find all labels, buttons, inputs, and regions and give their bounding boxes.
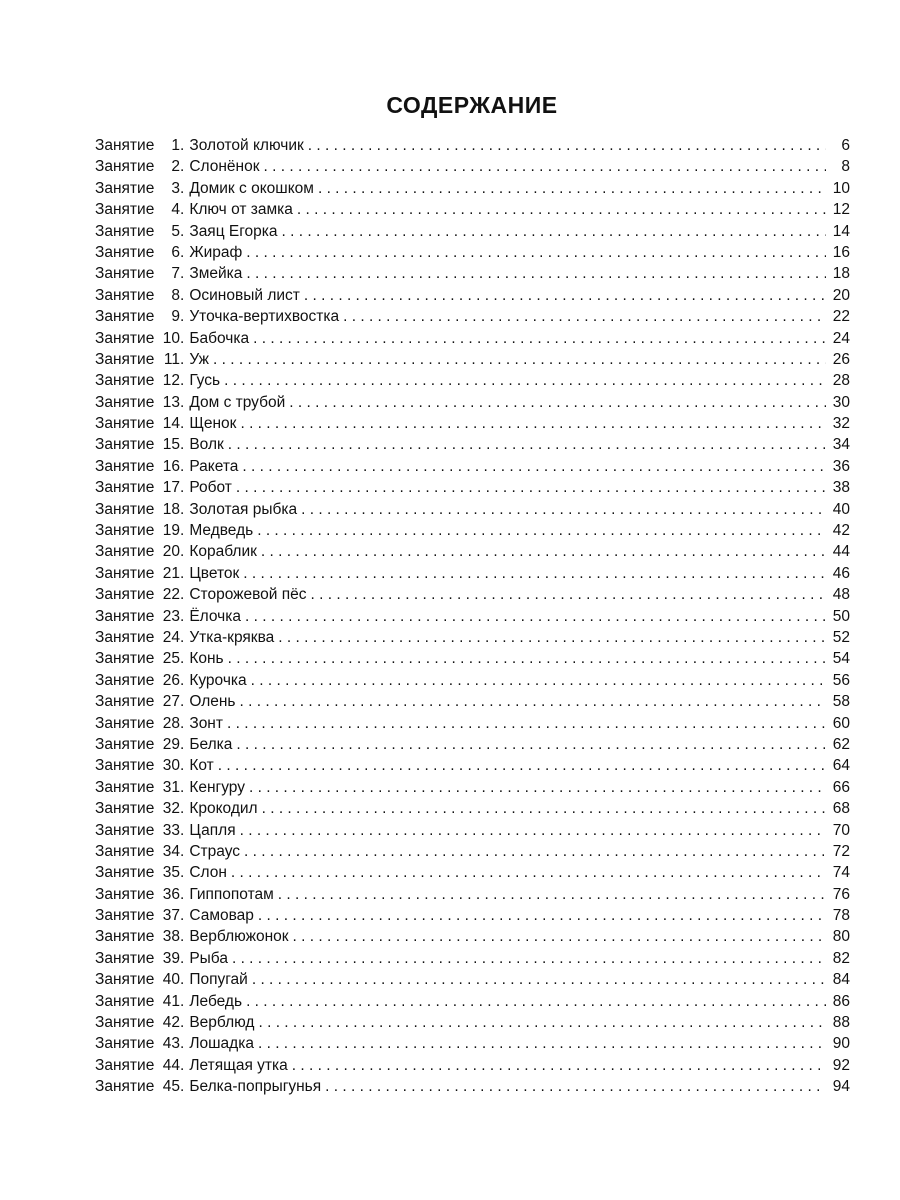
entry-title: Гусь: [189, 372, 221, 390]
dot-leader: [236, 477, 826, 498]
entry-page-number: 52: [832, 628, 850, 646]
toc-entry-35[interactable]: [95, 862, 850, 883]
entry-word: Занятие: [95, 286, 155, 304]
entry-page-number: 50: [832, 607, 850, 625]
entry-title: Верблюд: [189, 1014, 255, 1032]
entry-title: Кораблик: [189, 543, 257, 561]
entry-page-number: 20: [832, 286, 850, 304]
toc-entry-4[interactable]: [95, 199, 850, 220]
dot-leader: [262, 798, 826, 819]
toc-entry-20[interactable]: [95, 541, 850, 562]
dot-leader: [249, 777, 826, 798]
entry-page-number: 62: [832, 735, 850, 753]
entry-word: Занятие: [95, 372, 155, 390]
entry-word: Занятие: [95, 885, 155, 903]
entry-number: 32.: [162, 800, 185, 818]
dot-leader: [245, 606, 826, 627]
toc-entry-10[interactable]: [95, 328, 850, 349]
entry-number: 12.: [162, 372, 185, 390]
entry-title: Кенгуру: [189, 778, 245, 796]
entry-title: Слон: [189, 864, 227, 882]
dot-leader: [258, 1033, 826, 1054]
entry-number: 19.: [162, 522, 185, 540]
dot-leader: [240, 820, 826, 841]
entry-page-number: 16: [832, 243, 850, 261]
dot-leader: [301, 499, 826, 520]
toc-entry-41[interactable]: [95, 991, 850, 1012]
entry-title: Жираф: [189, 243, 243, 261]
entry-word: Занятие: [95, 243, 155, 261]
entry-word: Занятие: [95, 201, 155, 219]
entry-page-number: 28: [832, 372, 850, 390]
entry-word: Занятие: [95, 907, 155, 925]
dot-leader: [304, 285, 826, 306]
entry-title: Уж: [189, 350, 210, 368]
entry-word: Занятие: [95, 137, 155, 154]
dot-leader: [246, 242, 826, 263]
dot-leader: [343, 306, 826, 327]
entry-page-number: 44: [832, 543, 850, 561]
entry-title: Цветок: [189, 564, 240, 582]
dot-leader: [311, 584, 826, 605]
toc-entry-34[interactable]: [95, 841, 850, 862]
entry-word: Занятие: [95, 522, 155, 540]
entry-page-number: 82: [832, 949, 850, 967]
entry-word: Занятие: [95, 1078, 155, 1096]
entry-word: Занятие: [95, 714, 155, 732]
entry-title: Золотая рыбка: [189, 500, 298, 518]
entry-number: 33.: [162, 821, 185, 839]
dot-leader: [246, 991, 826, 1012]
dot-leader: [253, 328, 826, 349]
entry-number: 16.: [162, 457, 185, 475]
entry-word: Занятие: [95, 693, 155, 711]
entry-word: Занятие: [95, 158, 155, 176]
entry-title: Заяц Егорка: [189, 222, 278, 240]
entry-number: 42.: [162, 1014, 185, 1032]
entry-number: 24.: [162, 628, 185, 646]
entry-page-number: 22: [832, 308, 850, 326]
entry-page-number: 8: [841, 158, 850, 176]
toc-entry-29[interactable]: [95, 734, 850, 755]
toc-entry-8[interactable]: [95, 285, 850, 306]
entry-word: Занятие: [95, 778, 155, 796]
toc-entry-30[interactable]: [95, 755, 850, 776]
entry-title: Самовар: [189, 907, 254, 925]
entry-page-number: 68: [832, 800, 850, 818]
dot-leader: [228, 648, 826, 669]
entry-number: 23.: [162, 607, 185, 625]
entry-title: Гиппопотам: [189, 885, 274, 903]
toc-entry-11[interactable]: [95, 349, 850, 370]
toc-entry-17[interactable]: [95, 477, 850, 498]
toc-entry-21[interactable]: [95, 563, 850, 584]
page-title: СОДЕРЖАНИЕ: [386, 92, 558, 119]
entry-number: 39.: [162, 949, 185, 967]
toc-entry-9[interactable]: [95, 306, 850, 327]
entry-page-number: 90: [832, 1035, 850, 1053]
dot-leader: [282, 221, 826, 242]
entry-page-number: 32: [832, 415, 850, 433]
entry-word: Занятие: [95, 800, 155, 818]
entry-page-number: 54: [832, 650, 850, 668]
toc-entry-33[interactable]: [95, 820, 850, 841]
entry-word: Занятие: [95, 308, 155, 326]
entry-number: 41.: [162, 992, 185, 1010]
entry-number: 18.: [162, 500, 185, 518]
entry-number: 26.: [162, 671, 185, 689]
dot-leader: [228, 434, 826, 455]
entry-word: Занятие: [95, 586, 155, 604]
entry-title: Змейка: [189, 265, 243, 283]
entry-title: Рыба: [189, 949, 228, 967]
entry-title: Олень: [189, 693, 236, 711]
dot-leader: [240, 413, 826, 434]
entry-number: 25.: [162, 650, 185, 668]
toc-entry-36[interactable]: [95, 884, 850, 905]
entry-title: Ключ от замка: [189, 201, 293, 219]
entry-title: Ракета: [189, 457, 239, 475]
entry-number: 1.: [171, 137, 185, 154]
entry-word: Занятие: [95, 479, 155, 497]
entry-number: 30.: [162, 757, 185, 775]
entry-number: 13.: [162, 393, 185, 411]
entry-word: Занятие: [95, 928, 155, 946]
toc-entry-2[interactable]: [95, 156, 850, 177]
entry-title: Белка-попрыгунья: [189, 1078, 322, 1096]
entry-word: Занятие: [95, 329, 155, 347]
entry-title: Домик с окошком: [189, 179, 314, 197]
dot-leader: [231, 862, 826, 883]
toc-entry-37[interactable]: [95, 905, 850, 926]
dot-leader: [243, 563, 826, 584]
entry-page-number: 94: [832, 1078, 850, 1096]
dot-leader: [258, 905, 826, 926]
entry-word: Занятие: [95, 393, 155, 411]
toc-entry-32[interactable]: [95, 798, 850, 819]
entry-number: 27.: [162, 693, 185, 711]
entry-word: Занятие: [95, 735, 155, 753]
entry-title: Золотой ключик: [189, 137, 304, 154]
dot-leader: [242, 456, 826, 477]
entry-word: Занятие: [95, 457, 155, 475]
toc-entry-39[interactable]: [95, 948, 850, 969]
dot-leader: [232, 948, 826, 969]
entry-word: Занятие: [95, 992, 155, 1010]
toc-entry-23[interactable]: [95, 606, 850, 627]
entry-page-number: 88: [832, 1014, 850, 1032]
entry-page-number: 66: [832, 778, 850, 796]
entry-page-number: 80: [832, 928, 850, 946]
entry-page-number: 76: [832, 885, 850, 903]
entry-title: Бабочка: [189, 329, 250, 347]
entry-title: Зонт: [189, 714, 223, 732]
entry-page-number: 14: [832, 222, 850, 240]
entry-title: Волк: [189, 436, 224, 454]
toc-entry-40[interactable]: [95, 969, 850, 990]
dot-leader: [252, 969, 826, 990]
entry-page-number: 38: [832, 479, 850, 497]
entry-title: Лошадка: [189, 1035, 254, 1053]
entry-word: Занятие: [95, 1035, 155, 1053]
toc-entry-25[interactable]: [95, 648, 850, 669]
toc-entry-14[interactable]: [95, 413, 850, 434]
entry-page-number: 6: [841, 137, 850, 154]
toc-entry-42[interactable]: [95, 1012, 850, 1033]
entry-word: Занятие: [95, 842, 155, 860]
entry-page-number: 64: [832, 757, 850, 775]
dot-leader: [258, 1012, 826, 1033]
entry-page-number: 84: [832, 971, 850, 989]
entry-title: Сторожевой пёс: [189, 586, 307, 604]
entry-page-number: 56: [832, 671, 850, 689]
entry-word: Занятие: [95, 222, 155, 240]
dot-leader: [246, 263, 826, 284]
entry-word: Занятие: [95, 864, 155, 882]
entry-number: 5.: [171, 222, 185, 240]
entry-number: 20.: [162, 543, 185, 561]
entry-number: 28.: [162, 714, 185, 732]
entry-number: 29.: [162, 735, 185, 753]
entry-page-number: 42: [832, 522, 850, 540]
toc-entry-1[interactable]: [95, 135, 850, 156]
toc-entry-12[interactable]: [95, 370, 850, 391]
dot-leader: [297, 199, 826, 220]
entry-word: Занятие: [95, 949, 155, 967]
entry-number: 37.: [162, 907, 185, 925]
entry-title: Верблюжонок: [189, 928, 289, 946]
entry-word: Занятие: [95, 650, 155, 668]
entry-title: Медведь: [189, 522, 254, 540]
entry-word: Занятие: [95, 821, 155, 839]
entry-page-number: 78: [832, 907, 850, 925]
entry-number: 2.: [171, 158, 185, 176]
entry-number: 44.: [162, 1056, 185, 1074]
entry-title: Дом с трубой: [189, 393, 286, 411]
entry-word: Занятие: [95, 757, 155, 775]
entry-title: Летящая утка: [189, 1056, 288, 1074]
entry-number: 11.: [163, 350, 185, 368]
entry-title: Страус: [189, 842, 241, 860]
entry-title: Попугай: [189, 971, 248, 989]
entry-title: Утка-кряква: [189, 628, 275, 646]
entry-word: Занятие: [95, 1056, 155, 1074]
entry-page-number: 72: [832, 842, 850, 860]
entry-page-number: 92: [832, 1056, 850, 1074]
entry-word: Занятие: [95, 436, 155, 454]
dot-leader: [218, 755, 826, 776]
entry-page-number: 60: [832, 714, 850, 732]
toc-entry-16[interactable]: [95, 456, 850, 477]
dot-leader: [308, 135, 826, 156]
toc-entry-19[interactable]: [95, 520, 850, 541]
toc-entry-7[interactable]: [95, 263, 850, 284]
entry-number: 17.: [162, 479, 185, 497]
entry-title: Щенок: [189, 415, 237, 433]
entry-number: 10.: [162, 329, 185, 347]
entry-title: Ёлочка: [189, 607, 241, 625]
entry-number: 36.: [162, 885, 185, 903]
entry-word: Занятие: [95, 265, 155, 283]
dot-leader: [261, 541, 826, 562]
toc-entry-43[interactable]: [95, 1033, 850, 1054]
dot-leader: [292, 1055, 826, 1076]
toc-entry-5[interactable]: [95, 221, 850, 242]
dot-leader: [318, 178, 826, 199]
dot-leader: [293, 926, 826, 947]
dot-leader: [224, 370, 826, 391]
dot-leader: [244, 841, 826, 862]
entry-word: Занятие: [95, 564, 155, 582]
entry-number: 7.: [171, 265, 185, 283]
entry-page-number: 40: [832, 500, 850, 518]
toc-entry-18[interactable]: [95, 499, 850, 520]
entry-number: 38.: [162, 928, 185, 946]
entry-page-number: 34: [832, 436, 850, 454]
entry-word: Занятие: [95, 1014, 155, 1032]
entry-title: Лебедь: [189, 992, 243, 1010]
entry-number: 9.: [171, 308, 185, 326]
entry-page-number: 58: [832, 693, 850, 711]
entry-word: Занятие: [95, 628, 155, 646]
entry-number: 43.: [162, 1035, 185, 1053]
entry-title: Робот: [189, 479, 232, 497]
entry-number: 21.: [162, 564, 185, 582]
entry-word: Занятие: [95, 179, 155, 197]
toc-entry-26[interactable]: [95, 670, 850, 691]
entry-title: Осиновый лист: [189, 286, 300, 304]
entry-title: Цапля: [189, 821, 236, 839]
dot-leader: [240, 691, 826, 712]
entry-title: Уточка-вертихвостка: [189, 308, 340, 326]
entry-page-number: 70: [832, 821, 850, 839]
entry-page-number: 30: [832, 393, 850, 411]
dot-leader: [257, 520, 826, 541]
dot-leader: [325, 1076, 826, 1097]
entry-number: 35.: [162, 864, 185, 882]
entry-page-number: 26: [832, 350, 850, 368]
toc-entry-13[interactable]: [95, 392, 850, 413]
entry-title: Конь: [189, 650, 224, 668]
entry-word: Занятие: [95, 971, 155, 989]
toc-entry-3[interactable]: [95, 178, 850, 199]
entry-page-number: 24: [832, 329, 850, 347]
dot-leader: [236, 734, 826, 755]
entry-number: 4.: [171, 201, 185, 219]
dot-leader: [213, 349, 826, 370]
entry-page-number: 48: [832, 586, 850, 604]
entry-page-number: 12: [832, 201, 850, 219]
dot-leader: [227, 713, 826, 734]
entry-word: Занятие: [95, 500, 155, 518]
entry-title: Крокодил: [189, 800, 258, 818]
entry-title: Курочка: [189, 671, 247, 689]
entry-number: 3.: [171, 179, 185, 197]
entry-title: Белка: [189, 735, 233, 753]
entry-page-number: 10: [832, 179, 850, 197]
dot-leader: [278, 627, 826, 648]
toc-entry-31[interactable]: [95, 777, 850, 798]
entry-title: Кот: [189, 757, 214, 775]
entry-page-number: 36: [832, 457, 850, 475]
entry-page-number: 74: [832, 864, 850, 882]
toc-entry-27[interactable]: [95, 691, 850, 712]
entry-title: Слонёнок: [189, 158, 260, 176]
toc-entry-28[interactable]: [95, 713, 850, 734]
entry-number: 6.: [171, 243, 185, 261]
toc-entry-15[interactable]: [95, 434, 850, 455]
entry-word: Занятие: [95, 607, 155, 625]
dot-leader: [289, 392, 826, 413]
entry-word: Занятие: [95, 543, 155, 561]
entry-word: Занятие: [95, 415, 155, 433]
toc-entry-24[interactable]: [95, 627, 850, 648]
entry-number: 8.: [171, 286, 185, 304]
entry-word: Занятие: [95, 671, 155, 689]
entry-number: 34.: [162, 842, 185, 860]
entry-number: 40.: [162, 971, 185, 989]
entry-page-number: 46: [832, 564, 850, 582]
entry-number: 15.: [162, 436, 185, 454]
entry-page-number: 86: [832, 992, 850, 1010]
entry-number: 31.: [162, 778, 185, 796]
entry-page-number: 18: [832, 265, 850, 283]
dot-leader: [278, 884, 826, 905]
entry-number: 45.: [162, 1078, 185, 1096]
toc-entry-22[interactable]: [95, 584, 850, 605]
toc-entry-38[interactable]: [95, 926, 850, 947]
dot-leader: [251, 670, 826, 691]
toc-entry-45[interactable]: [95, 1076, 850, 1097]
dot-leader: [264, 156, 826, 177]
toc-entry-44[interactable]: [95, 1055, 850, 1076]
entry-word: Занятие: [95, 350, 155, 368]
table-of-contents: [95, 135, 850, 1098]
entry-number: 22.: [162, 586, 185, 604]
toc-entry-6[interactable]: [95, 242, 850, 263]
entry-number: 14.: [162, 415, 185, 433]
